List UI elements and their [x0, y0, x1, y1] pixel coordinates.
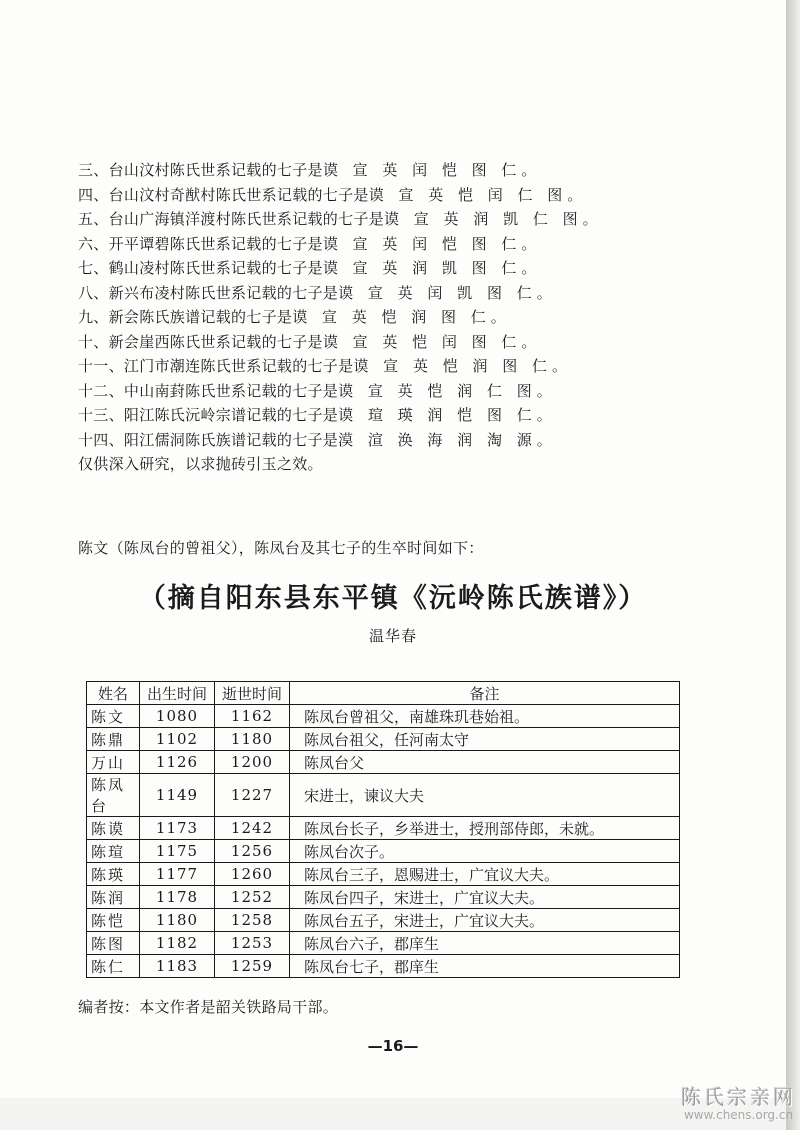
lineage-source: 六、开平谭碧陈氏世系记载的七子是: [78, 234, 323, 253]
cell-name: 陈仁: [87, 955, 140, 978]
lineage-names: 谟 宣 英 润 凯 仁 图。: [384, 210, 603, 228]
table-row: [87, 863, 680, 886]
lineage-names: 谟 宣 英 闰 凯 图 仁。: [338, 283, 557, 302]
table-row: [87, 705, 680, 728]
cell-remarks: 陈凤台次子。: [290, 840, 680, 863]
cell-death: 1200: [215, 751, 290, 774]
cell-remarks: 陈凤台祖父，任河南太守: [290, 728, 680, 751]
table-row: [87, 932, 680, 955]
page-edge-shadow: [786, 0, 800, 1130]
cell-death: 1253: [215, 932, 290, 955]
table-body: [87, 705, 680, 978]
lineage-source: 十四、阳江儒洞陈氏族谱记载的七子是: [78, 430, 339, 449]
lineage-line: [78, 330, 678, 355]
lineage-source: 九、新会陈氏族谱记载的七子是: [78, 308, 293, 326]
lineage-names: 谟 宣 英 恺 闰 图 仁。: [322, 332, 542, 351]
lineage-source: 十二、中山南葑陈氏世系记载的七子是: [78, 381, 339, 400]
cell-birth: 1177: [140, 863, 215, 886]
lineage-list: [78, 158, 678, 477]
lineage-names: 漠 渲 涣 海 润 淘 源。: [338, 430, 557, 449]
cell-birth: 1126: [140, 751, 215, 774]
table-row: [87, 728, 680, 751]
section-title: （摘自阳东县东平镇《沅岭陈氏族谱》）: [138, 583, 648, 614]
site-watermark: [681, 1081, 796, 1122]
cell-name: 陈瑄: [87, 840, 140, 863]
table-intro: 陈文（陈凤台的曾祖父），陈凤台及其七子的生卒时间如下：: [78, 539, 484, 557]
header-birth: 出生时间: [140, 682, 215, 705]
lineage-line: [78, 256, 678, 281]
cell-remarks: 陈凤台曾祖父，南雄珠玑巷始祖。: [290, 705, 680, 728]
lineage-line: [78, 183, 678, 208]
cell-name: 陈恺: [87, 909, 140, 932]
table-row: [87, 955, 680, 978]
lineage-line: [78, 281, 678, 306]
author-name: 温华春: [368, 627, 417, 645]
cell-name: 万山: [87, 751, 140, 774]
table-header-row: [87, 682, 680, 705]
lifespan-table: [86, 681, 680, 978]
table-row: [87, 817, 680, 840]
lineage-line: [78, 403, 678, 428]
lineage-names: 谟 宣 英 闰 恺 图 仁。: [322, 234, 542, 253]
cell-birth: 1149: [140, 774, 215, 817]
cell-death: 1252: [215, 886, 290, 909]
cell-remarks: 陈凤台三子，恩赐进士，广宜议大夫。: [290, 863, 680, 886]
cell-death: 1256: [215, 840, 290, 863]
cell-name: 陈瑛: [87, 863, 140, 886]
watermark-url: www.chens.org.cn: [683, 1108, 794, 1122]
lineage-names: 谟 宣 英 恺 闰 仁 图。: [368, 185, 588, 204]
lineage-source: 十一、江门市潮连陈氏世系记载的七子是: [78, 357, 354, 375]
cell-remarks: 陈凤台七子，郡庠生: [290, 955, 680, 978]
cell-death: 1162: [215, 705, 290, 728]
cell-remarks: 陈凤台父: [290, 751, 680, 774]
cell-death: 1259: [215, 955, 290, 978]
lineage-line: [78, 207, 678, 232]
cell-death: 1242: [215, 817, 290, 840]
cell-death: 1260: [215, 863, 290, 886]
cell-name: 陈凤台: [87, 774, 140, 817]
cell-birth: 1183: [140, 955, 215, 978]
cell-birth: 1173: [140, 817, 215, 840]
table-row: [87, 909, 680, 932]
page-number: —16—: [367, 1037, 419, 1055]
lineage-line: [78, 354, 678, 379]
table-row: [87, 751, 680, 774]
lineage-source: 八、新兴布凌村陈氏世系记载的七子是: [78, 283, 339, 302]
cell-remarks: 陈凤台五子，宋进士，广宜议大夫。: [290, 909, 680, 932]
lineage-source: 仅供深入研究，以求抛砖引玉之效。: [78, 455, 323, 473]
table-row: [87, 840, 680, 863]
table-row: [87, 774, 680, 817]
cell-death: 1227: [215, 774, 290, 817]
lineage-source: 七、鹤山凌村陈氏世系记载的七子是: [78, 259, 323, 277]
lineage-names: 谟 瑄 瑛 润 恺 图 仁。: [338, 406, 557, 424]
lineage-line: [78, 428, 678, 453]
header-remarks: 备注: [290, 682, 680, 705]
editor-note: 编者按：本文作者是韶关铁路局干部。: [78, 998, 339, 1016]
cell-birth: 1175: [140, 840, 215, 863]
cell-name: 陈图: [87, 932, 140, 955]
cell-remarks: 宋进士，谏议大夫: [290, 774, 680, 817]
cell-remarks: 陈凤台六子，郡庠生: [290, 932, 680, 955]
cell-death: 1258: [215, 909, 290, 932]
lineage-source: 五、台山广海镇洋渡村陈氏世系记载的七子是: [78, 210, 385, 228]
table-row: [87, 886, 680, 909]
lineage-line: [78, 452, 678, 477]
cell-birth: 1182: [140, 932, 215, 955]
watermark-title: 陈氏宗亲网: [681, 1085, 796, 1109]
cell-birth: 1180: [140, 909, 215, 932]
cell-birth: 1178: [140, 886, 215, 909]
lineage-line: [78, 232, 678, 257]
lineage-names: 谟 宣 英 恺 润 图 仁。: [353, 357, 573, 375]
header-name: 姓名: [87, 682, 140, 705]
lineage-source: 三、台山汶村陈氏世系记载的七子是: [78, 161, 323, 179]
cell-birth: 1080: [140, 705, 215, 728]
cell-name: 陈谟: [87, 817, 140, 840]
cell-name: 陈润: [87, 886, 140, 909]
lineage-source: 十、新会崖西陈氏世系记载的七子是: [78, 332, 323, 351]
lineage-names: 谟 宣 英 闰 恺 图 仁。: [322, 161, 542, 179]
lineage-line: [78, 379, 678, 404]
cell-remarks: 陈凤台长子，乡举进士，授刑部侍郎，未就。: [290, 817, 680, 840]
cell-birth: 1102: [140, 728, 215, 751]
lineage-names: 谟 宣 英 恺 润 图 仁。: [292, 308, 511, 326]
header-death: 逝世时间: [215, 682, 290, 705]
cell-remarks: 陈凤台四子，宋进士，广宜议大夫。: [290, 886, 680, 909]
lineage-line: [78, 158, 678, 183]
cell-name: 陈文: [87, 705, 140, 728]
lineage-source: 十三、阳江陈氏沅岭宗谱记载的七子是: [78, 406, 339, 424]
lineage-line: [78, 305, 678, 330]
cell-name: 陈鼎: [87, 728, 140, 751]
lineage-names: 谟 宣 英 恺 润 仁 图。: [338, 381, 557, 400]
lineage-source: 四、台山汶村奇猷村陈氏世系记载的七子是: [78, 185, 369, 204]
lineage-names: 谟 宣 英 润 凯 图 仁。: [322, 259, 542, 277]
cell-death: 1180: [215, 728, 290, 751]
